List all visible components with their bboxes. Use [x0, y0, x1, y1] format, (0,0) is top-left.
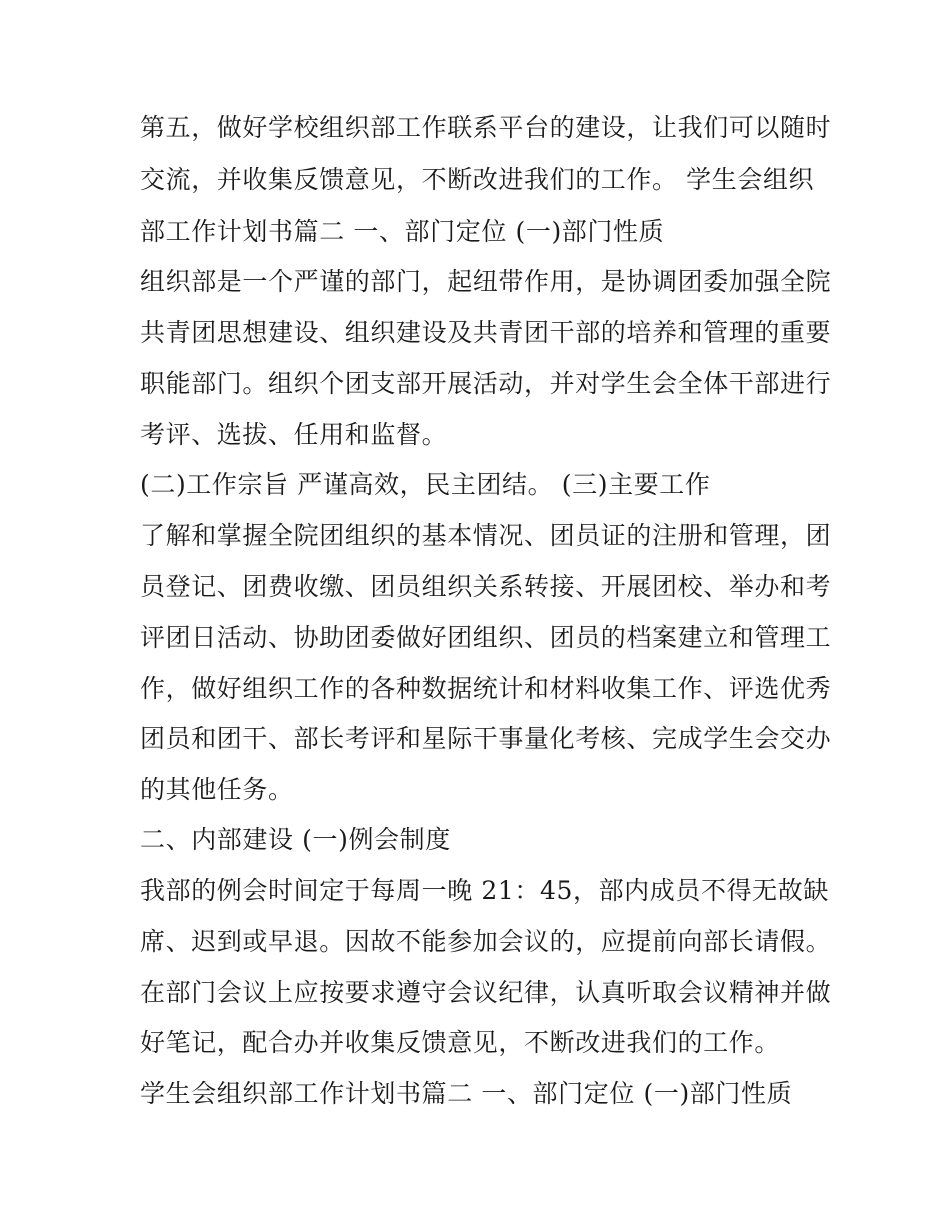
text-line: 共青团思想建设、组织建设及共青团干部的培养和管理的重要 — [140, 318, 832, 347]
text-line: 部工作计划书篇二 一、部门定位 (一)部门性质 — [140, 217, 665, 246]
text-line: 好笔记，配合办并收集反馈意见，不断改进我们的工作。 — [140, 1028, 781, 1057]
text-line: (二)工作宗旨 严谨高效，民主团结。 (三)主要工作 — [140, 470, 711, 499]
text-line: 二、内部建设 (一)例会制度 — [140, 825, 451, 854]
text-line: 第五，做好学校组织部工作联系平台的建设，让我们可以随时 — [140, 113, 832, 142]
text-line: 职能部门。组织个团支部开展活动，并对学生会全体干部进行 — [140, 369, 832, 398]
text-line: 我部的例会时间定于每周一晚 21：45，部内成员不得无故缺 — [140, 876, 829, 905]
text-line: 组织部是一个严谨的部门，起纽带作用，是协调团委加强全院 — [140, 267, 832, 296]
text-line: 学生会组织部工作计划书篇二 一、部门定位 (一)部门性质 — [140, 1079, 793, 1108]
text-line: 评团日活动、协助团委做好团组织、团员的档案建立和管理工 — [140, 623, 832, 652]
text-line: 交流，并收集反馈意见，不断改进我们的工作。 学生会组织 — [140, 165, 815, 194]
text-line: 考评、选拔、任用和监督。 — [140, 420, 448, 449]
text-line: 了解和掌握全院团组织的基本情况、团员证的注册和管理，团 — [140, 521, 832, 550]
text-line: 员登记、团费收缴、团员组织关系转接、开展团校、举办和考 — [140, 572, 832, 601]
text-line: 团员和团干、部长考评和星际干事量化考核、完成学生会交办 — [140, 724, 832, 753]
text-line: 作，做好组织工作的各种数据统计和材料收集工作、评选优秀 — [140, 674, 832, 703]
text-line: 席、迟到或早退。因故不能参加会议的，应提前向部长请假。 — [140, 927, 832, 956]
text-line: 在部门会议上应按要求遵守会议纪律，认真听取会议精神并做 — [140, 978, 832, 1007]
text-line: 的其他任务。 — [140, 775, 294, 804]
